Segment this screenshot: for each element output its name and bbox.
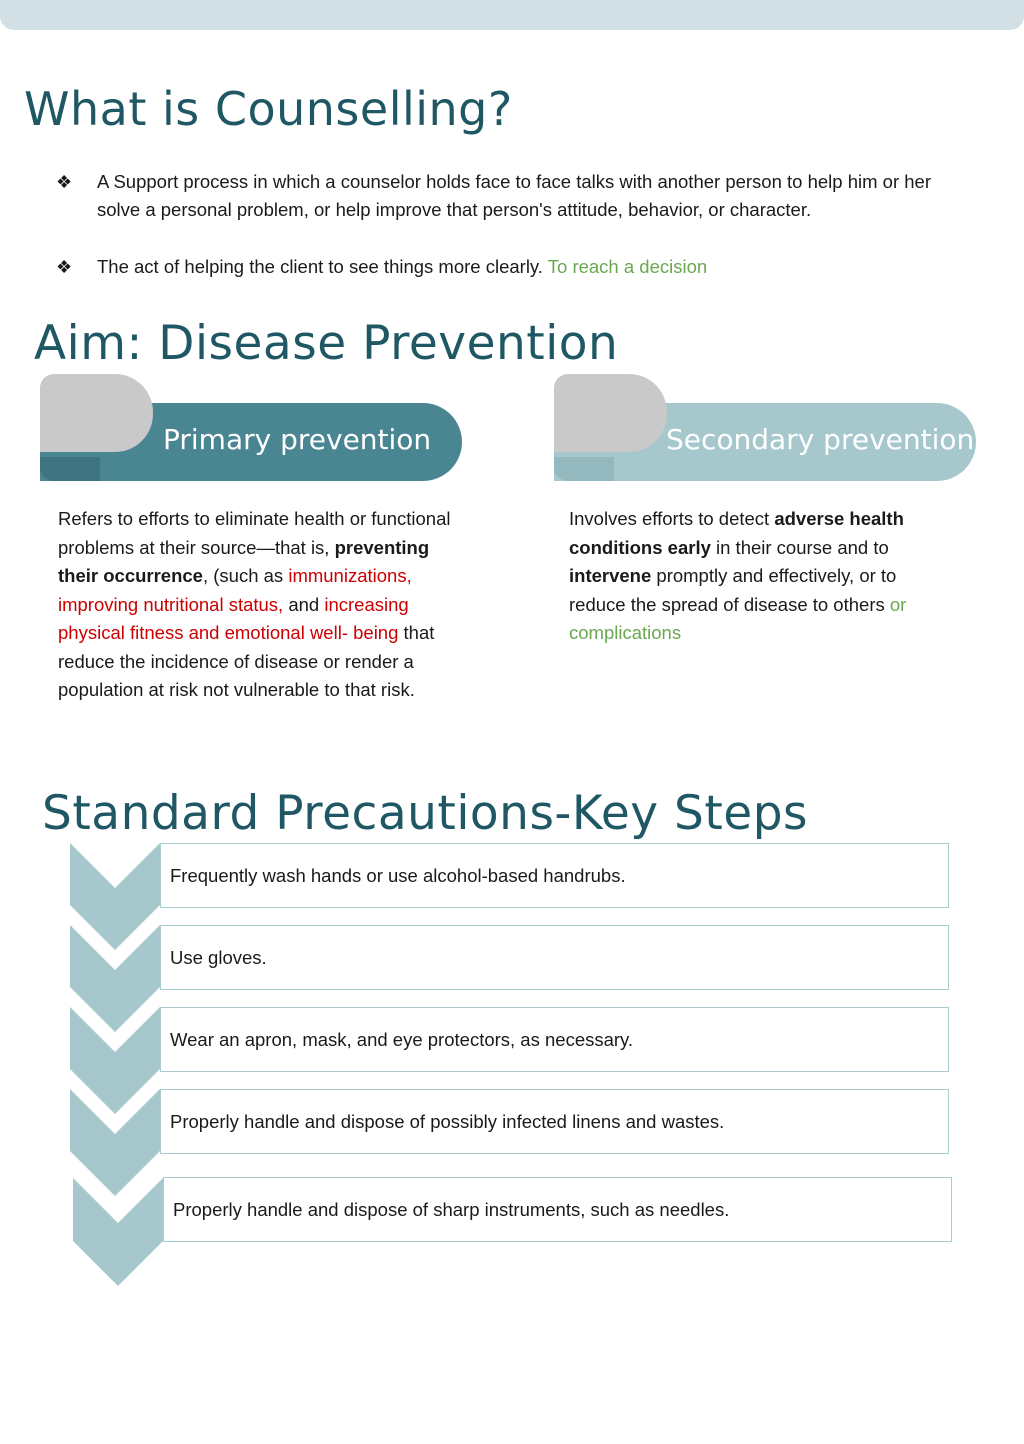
counselling-bullet-2	[56, 253, 976, 283]
counselling-heading: What is Counselling?	[24, 82, 513, 136]
diamond-bullet-icon: ❖	[56, 257, 73, 277]
bullet-text: The act of helping the client to see things more clearly. To reach a decision	[97, 256, 708, 277]
bullet-highlight: To reach a decision	[547, 256, 708, 277]
step-2: Use gloves.	[160, 925, 949, 990]
step-3: Wear an apron, mask, and eye protectors, as necessary.	[160, 1007, 949, 1072]
step-4: Properly handle and dispose of possibly infected linens and wastes.	[160, 1089, 949, 1154]
secondary-prevention-text: Involves efforts to detect adverse health conditions early in their course and to intervene promptly and effectively, or to reduce the spread of disease to others or complications	[569, 508, 907, 643]
primary-tab-shape	[40, 374, 153, 452]
chevron-down-icon	[70, 843, 160, 950]
chevron-down-icon	[73, 1178, 163, 1286]
standard-precautions-heading: Standard Precautions-Key Steps	[42, 786, 809, 841]
secondary-tab-shape	[554, 374, 667, 452]
counselling-bullet-1	[56, 168, 976, 228]
step-1: Frequently wash hands or use alcohol-based handrubs.	[160, 843, 949, 908]
step-5: Properly handle and dispose of sharp instruments, such as needles.	[163, 1177, 952, 1242]
primary-prevention-text: Refers to efforts to eliminate health or functional problems at their source—that is, preventing their occurrence, (such as immunizations, improving nutritional status, and increasing physical fitness and emotional well- being that reduce the incidence of disease or render a population at risk not vulnerable to that risk.	[58, 508, 451, 700]
primary-prevention-label: Primary prevention	[163, 423, 432, 456]
secondary-prevention-label: Secondary prevention	[666, 423, 975, 456]
bullet-text: A Support process in which a counselor holds face to face talks with another person to help him or her solve a personal problem, or help improve that person's attitude, behavior, or character.	[97, 171, 931, 220]
top-banner	[0, 0, 1024, 30]
diamond-bullet-icon: ❖	[56, 172, 73, 192]
chevron-column	[70, 843, 165, 1288]
aim-heading: Aim: Disease Prevention	[34, 316, 619, 371]
